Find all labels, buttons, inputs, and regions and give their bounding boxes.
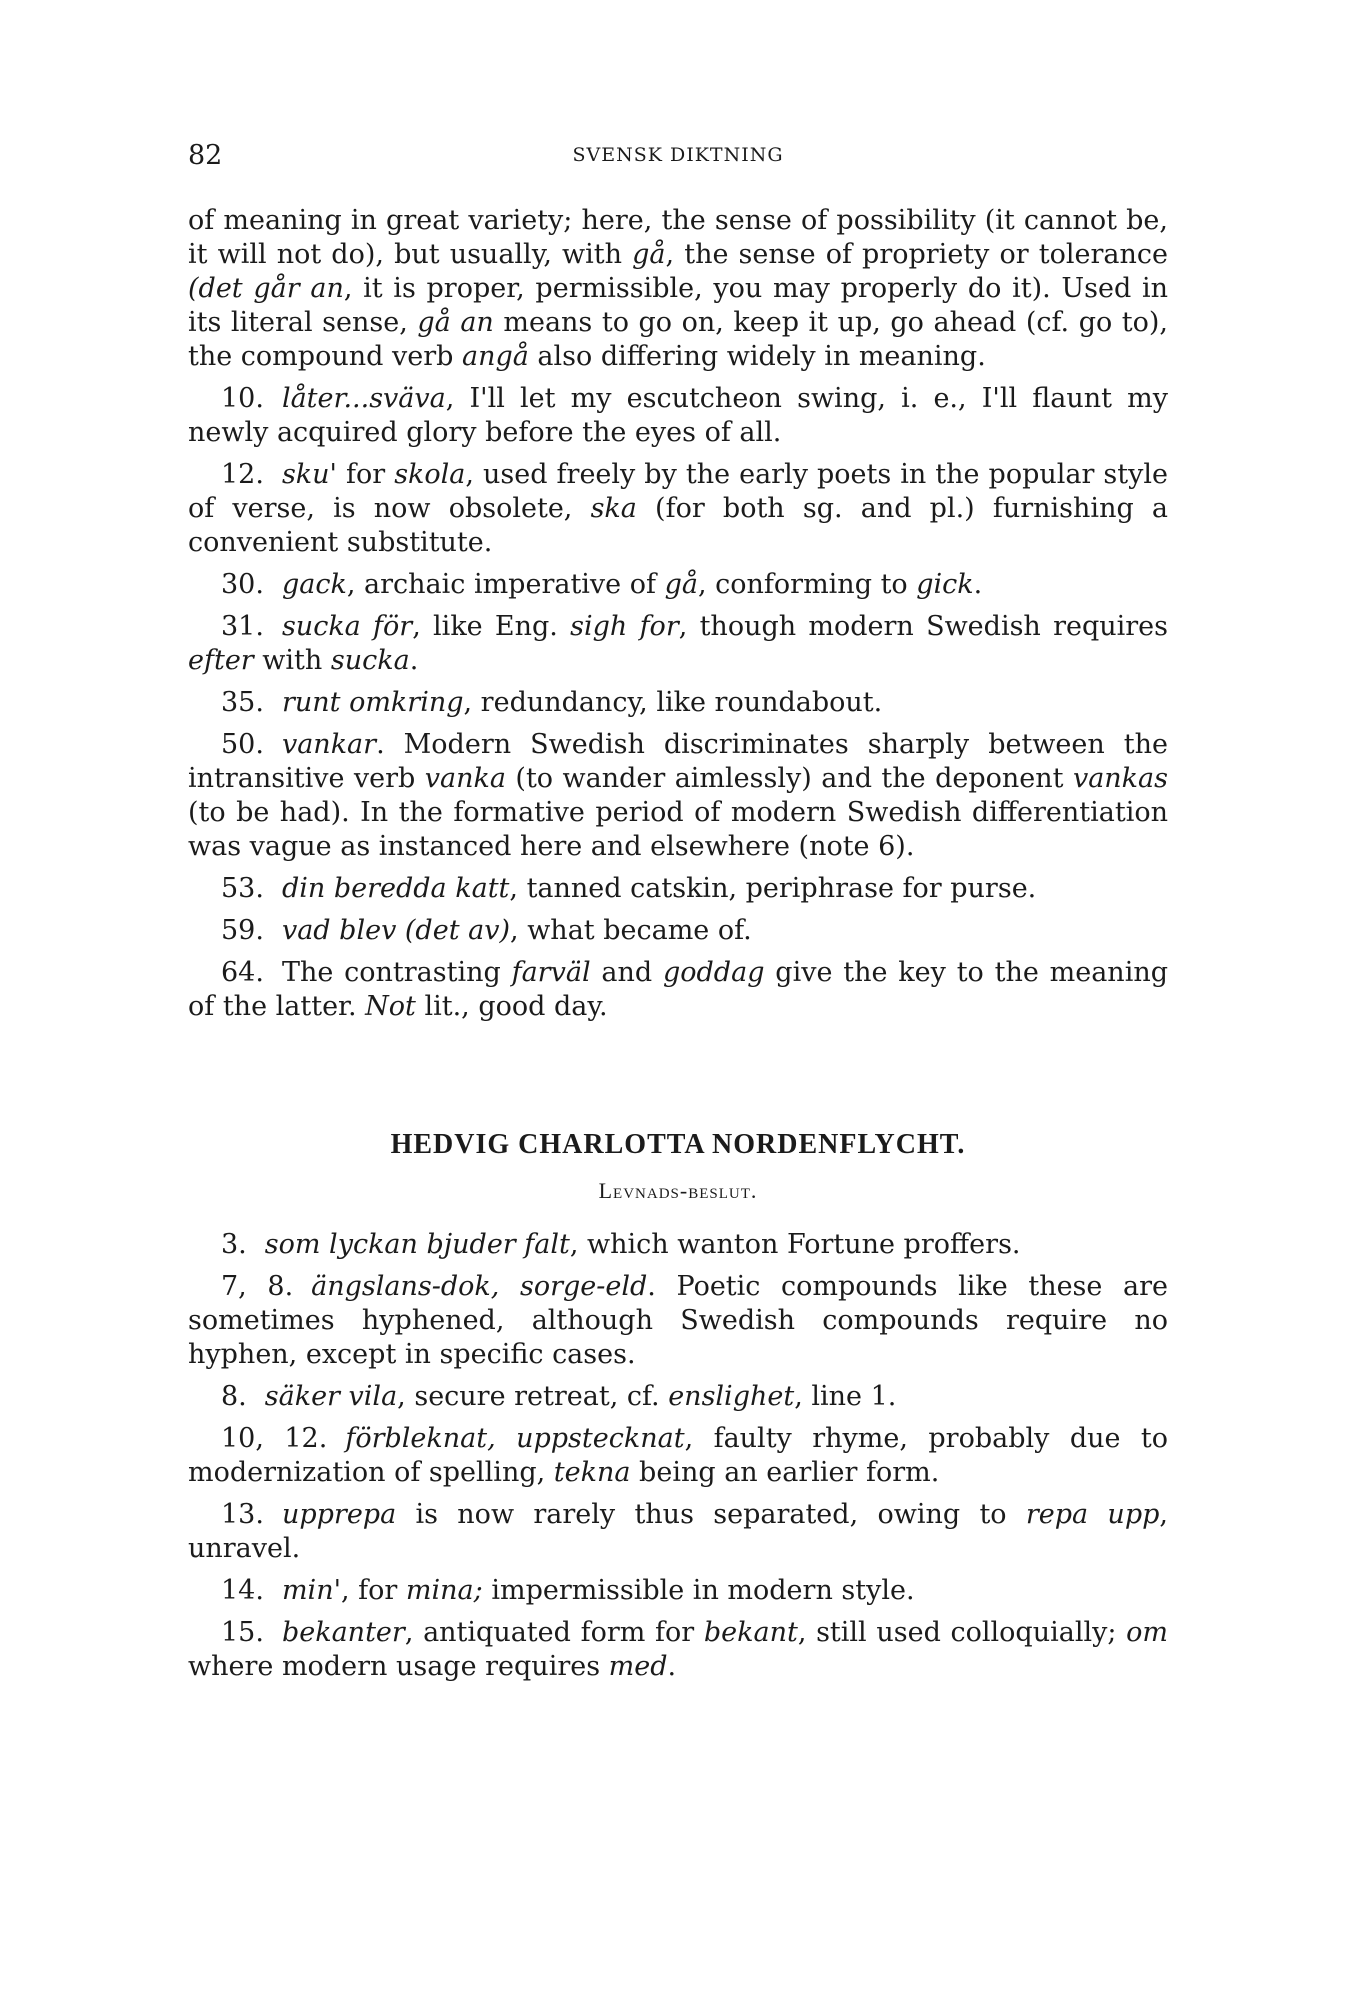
text-run: , archaic imperative of [346,569,665,600]
italic-term: upprepa [281,1499,397,1530]
italic-term: angå [461,341,529,372]
note-item [188,610,1168,678]
italic-term: runt omkring [281,687,464,718]
note-item [188,382,1168,450]
note-number: 13. [221,1499,264,1530]
note-item [188,1380,1168,1414]
note-number: 8. [221,1381,247,1412]
text-run: , redundancy, like roundabout. [463,687,883,718]
italic-term: min' [281,1575,342,1606]
note-item [188,458,1168,560]
section-title: HEDVIG CHARLOTTA NORDENFLYCHT. [390,1129,966,1160]
italic-term: ängslans-dok, sorge-eld [311,1271,648,1302]
text-run: being an earlier form. [630,1457,940,1488]
text-run: (to be had). In the formative period of modern Swedish differentiation was vague as instanced here and elsewhere (note 6). [188,797,1168,862]
italic-term: enslighet [668,1381,795,1412]
text-run: , antiquated form for [404,1617,704,1648]
note-number: 10. [221,383,264,414]
italic-term: gå [632,239,666,270]
text-run: , faulty rhyme, probably due to modernization of spelling, [188,1423,1169,1488]
italic-term: vankar [281,729,377,760]
continued-paragraph [188,204,1168,374]
italic-term: förbleknat, uppstecknat [345,1423,685,1454]
text-run: , tanned catskin, periphrase for purse. [509,873,1037,904]
note-number: 53. [221,873,264,904]
note-number: 10, 12. [221,1423,328,1454]
note-item [188,872,1168,906]
note-item [188,1574,1168,1608]
text-run: , conforming to [697,569,917,600]
running-title: SVENSK DIKTNING [572,144,784,166]
note-number: 15. [221,1617,264,1648]
note-item [188,686,1168,720]
italic-term: sucka för [281,611,413,642]
text-run: , unravel. [188,1499,1168,1564]
italic-term: gick [916,569,974,600]
italic-term: tekna [553,1457,631,1488]
italic-term: (det går an [188,273,344,304]
section-subtitle: Levnads-beslut. [598,1178,758,1203]
italic-term: gack [281,569,347,600]
text-run: . Poetic compounds like these are sometimes hyphened, although Swedish compounds require no hyphen, except in specific cases. [188,1271,1168,1370]
text-run: . [409,645,419,676]
italic-term: som lyckan bjuder falt [264,1229,570,1260]
note-item [188,1498,1168,1566]
italic-term: din beredda katt [281,873,510,904]
note-number: 30. [221,569,264,600]
italic-term: vankas [1072,763,1168,794]
italic-term: säker vila [264,1381,398,1412]
text-run: of meaning in great variety; here, the sense of possibility (it cannot be, it will not do), but usually, with [188,205,1168,270]
note-item [188,728,1168,864]
italic-term: repa upp [1025,1499,1160,1530]
note-number: 12. [221,459,264,490]
note-number: 3. [221,1229,247,1260]
text-run: with [253,645,331,676]
italic-term: gå [664,569,698,600]
text-run: , the sense of propriety or tolerance [665,239,1168,270]
note-number: 31. [221,611,264,642]
text-run: (for both sg. and pl.) furnishing a convenient substitute. [188,493,1169,558]
text-run: , what became of. [510,915,752,946]
note-number: 59. [221,915,264,946]
text-run: . [973,569,983,600]
italic-term: goddag [662,957,765,988]
italic-term: om [1126,1617,1168,1648]
italic-term: Not [365,991,416,1022]
note-item [188,956,1168,1024]
note-number: 35. [221,687,264,718]
italic-term: bekant [703,1617,798,1648]
notes-list-part1 [188,382,1168,1024]
text-run: means to go on, keep it up, go ahead (cf. go to), the compound verb [188,307,1169,372]
note-item [188,1228,1168,1262]
note-number: 7, 8. [221,1271,294,1302]
note-item [188,1422,1168,1490]
text-run: , I'll let my escutcheon swing, i. e., I'll flaunt my newly acquired glory before the eyes of all. [188,383,1168,448]
italic-term: sucka [330,645,410,676]
book-page [188,140,1168,1692]
italic-term: mina; [405,1575,483,1606]
note-item [188,568,1168,602]
text-run: , it is proper, permissible, you may properly do it). Used in its literal sense, [188,273,1168,338]
text-run: , for [341,1575,406,1606]
note-number: 64. [221,957,264,988]
text-run: and [590,957,663,988]
note-number: 14. [221,1575,264,1606]
text-run: . Modern Swedish discriminates sharply between the intransitive verb [188,729,1168,794]
text-run: , like Eng. [412,611,571,642]
page-number: 82 [188,140,223,171]
italic-term: farväl [511,957,591,988]
text-run: also differing widely in meaning. [528,341,986,372]
text-run: , used freely by the early poets in the popular style of verse, is now obsolete, [188,459,1168,524]
italic-term: vanka [424,763,506,794]
body-text [188,204,1168,1684]
text-run: is now rarely thus separated, owing to [396,1499,1026,1530]
text-run: for [336,459,395,490]
note-item [188,1270,1168,1372]
running-head [188,140,1168,180]
italic-term: efter [188,645,254,676]
text-run: give the key to the meaning of the latter. [188,957,1169,1022]
section-spacer [188,1032,1168,1128]
text-run: where modern usage requires [188,1651,609,1682]
italic-term: vad blev (det av) [281,915,511,946]
italic-term: låter...sväva [281,383,446,414]
text-run: , though modern Swedish requires [678,611,1169,642]
note-number: 50. [221,729,264,760]
text-run: (to wander aimlessly) and the deponent [505,763,1073,794]
notes-list-part2 [188,1228,1168,1684]
italic-term: med [608,1651,668,1682]
italic-term: gå an [417,307,494,338]
italic-term: sigh for [570,611,679,642]
text-run: impermissible in modern style. [482,1575,915,1606]
text-run: . [667,1651,677,1682]
text-run: , still used colloquially; [797,1617,1127,1648]
text-run: , secure retreat, cf. [397,1381,669,1412]
note-item [188,914,1168,948]
italic-term: skola [394,459,466,490]
text-run: , line 1. [794,1381,897,1412]
text-run: The contrasting [281,957,512,988]
italic-term: bekanter [281,1617,405,1648]
note-item [188,1616,1168,1684]
text-run: lit., good day. [415,991,608,1022]
text-run: , which wanton Fortune proffers. [569,1229,1021,1260]
italic-term: sku' [281,459,337,490]
italic-term: ska [590,493,637,524]
